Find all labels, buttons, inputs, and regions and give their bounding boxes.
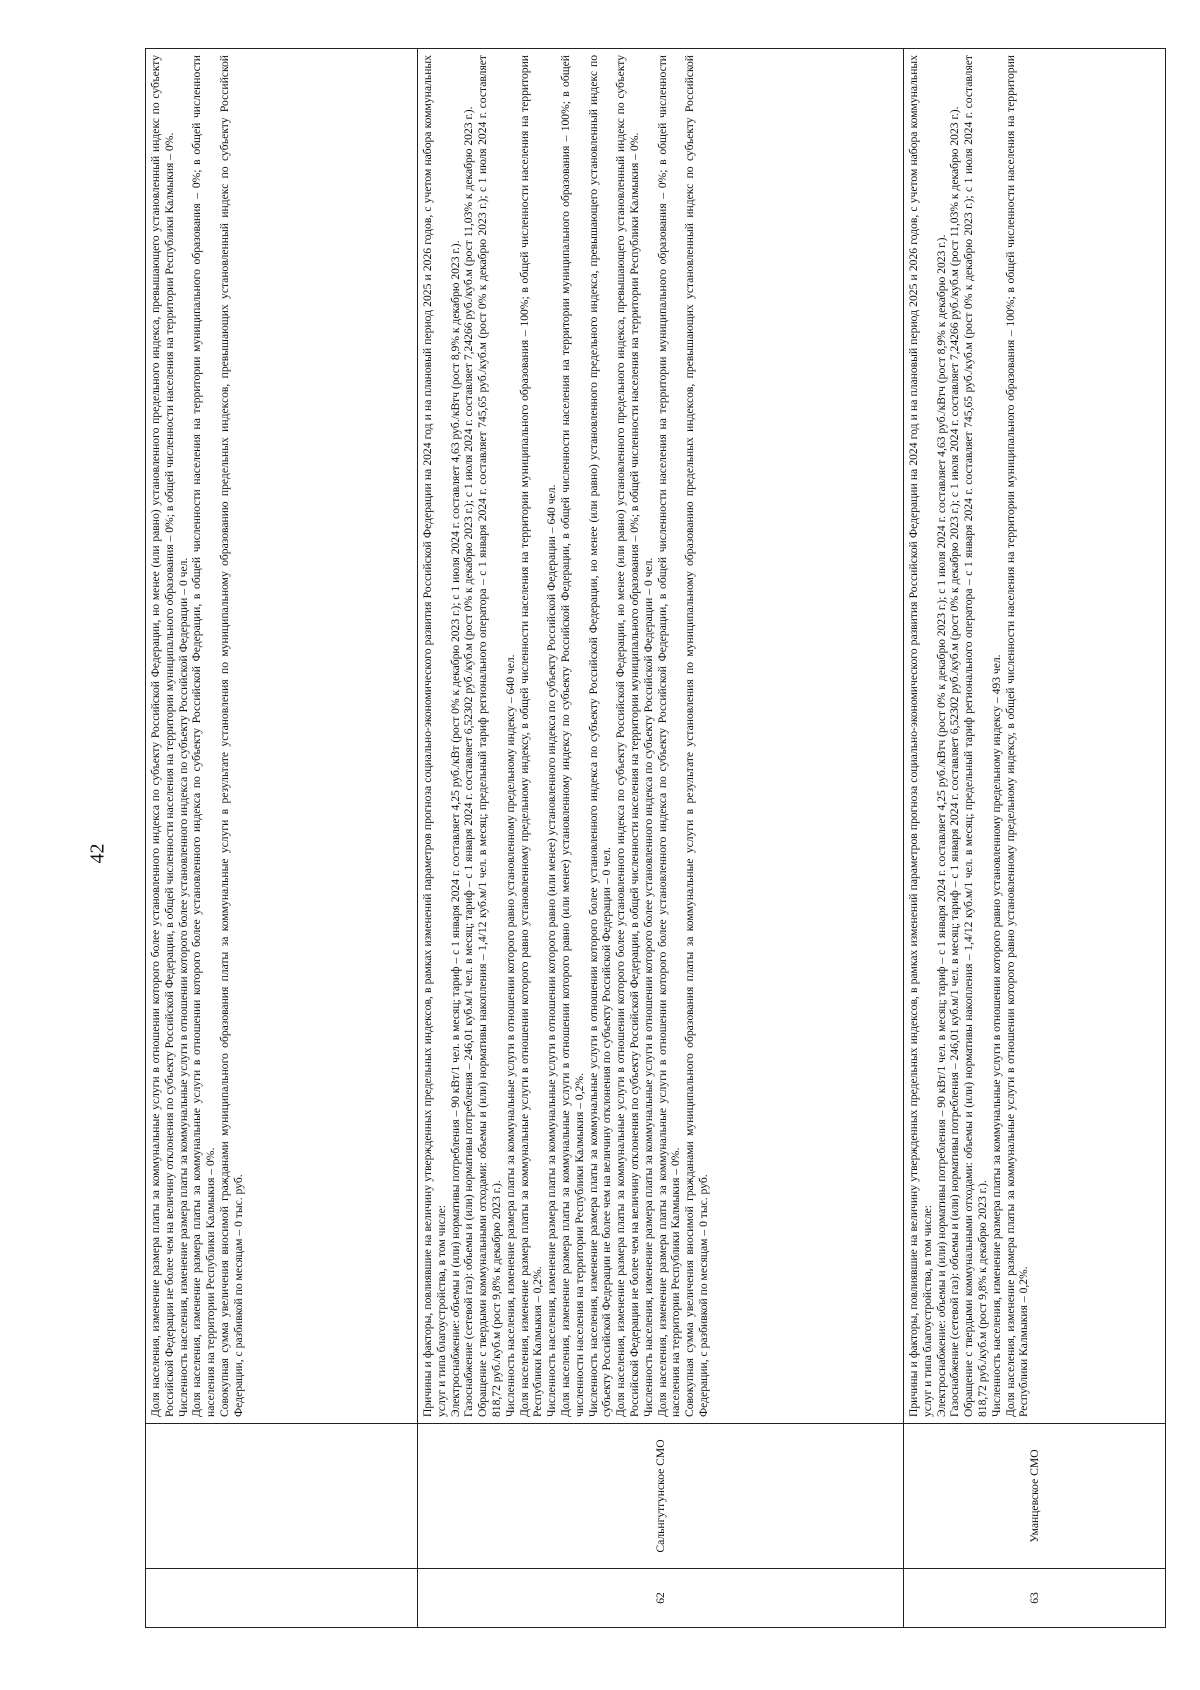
paragraph: Доля населения, изменение размера платы за коммунальные услуги в отношении которого равно (или менее) установленному индексу по субъекту Российской Федерации, в общей численности населения на территории муниципального образования – 100%; в общей численности населения на территории Республики Калмыкия – 0,2%. <box>558 55 586 1417</box>
page-number: 42 <box>86 843 109 864</box>
municipality-name-cell <box>146 1424 418 1569</box>
paragraph: Совокупная сумма увеличения вносимой гражданами муниципального образования платы за коммунальные услуги в результате установления по муниципальному образованию предельных индексов, превышающих установленный индекс по субъекту Российской Федерации, с разбивкой по месяцам – 0 тыс. руб. <box>217 55 245 1417</box>
paragraph: Численность населения, изменение размера платы за коммунальные услуги в отношении которого равно (или менее) установленного индекса по субъекту Российской Федерации – 640 чел. <box>545 484 559 1417</box>
paragraph: Численность населения, изменение размера платы за коммунальные услуги в отношении которого более установленного индекса по субъекту Российской Федерации, но менее (или равно) установленного предельного индекса, превышающего установленный индекс по субъекту Российской Федерации не более чем на величину отклонения по субъекту Российской Федерации – 0 чел. <box>586 55 614 1417</box>
paragraph: Численность населения, изменение размера платы за коммунальные услуги в отношении которого равно установленному предельному индексу – 640 чел. <box>503 654 517 1417</box>
paragraph: Обращение с твердыми коммунальными отходами: объемы и (или) нормативы накопления – 1,4/12 куб.м/1 чел. в месяц; предельный тариф регионального оператора – с 1 января 2024 г. составляет 745,65 руб./куб.м (рост 0% к декабрю 2023 г.); с 1 июля 2024 г. составляет 818,72 руб./куб.м (рост 9,8% к декабрю 2023 г.). <box>476 55 503 1417</box>
paragraph: Газоснабжение (сетевой газ): объемы и (или) нормативы потребления – 246,01 куб.м/1 чел. в месяц; тариф – с 1 января 2024 г. составляет 6,52302 руб./куб.м (рост 0% к декабрю 2023 г.); с 1 июля 2024 г. составляет 7,24266 руб./куб.м (рост 11,03% к декабрю 2023 г.). <box>948 106 962 1417</box>
paragraph: Численность населения, изменение размера платы за коммунальные услуги в отношении которого более установленного индекса по субъекту Российской Федерации – 0 чел. <box>641 557 655 1417</box>
paragraph: Доля населения, изменение размера платы за коммунальные услуги в отношении которого равно установленному предельному индексу, в общей численности населения на территории муниципального образования – 100%; в общей численности населения на территории Республики Калмыкия – 0,2%. <box>517 55 545 1417</box>
description-cell <box>418 49 904 1424</box>
description-cell <box>904 49 1166 1424</box>
paragraph: Обращение с твердыми коммунальными отходами: объемы и (или) нормативы накопления – 1,4/12 куб.м/1 чел. в месяц; предельный тариф регионального оператора – с 1 января 2024 г. составляет 745,65 руб./куб.м (рост 0% к декабрю 2023 г.); с 1 июля 2024 г. составляет 818,72 руб./куб.м (рост 9,8% к декабрю 2023 г.). <box>962 55 989 1417</box>
paragraph: Численность населения, изменение размера платы за коммунальные услуги в отношении которого более установленного индекса по субъекту Российской Федерации – 0 чел. <box>176 557 190 1417</box>
paragraph: Доля населения, изменение размера платы за коммунальные услуги в отношении которого более установленного индекса по субъекту Российской Федерации, но менее (или равно) установленного предельного индекса, превышающего установленный индекс по субъекту Российской Федерации не более чем на величину отклонения по субъекту Российской Федерации, в общей численности населения на территории муниципального образования – 0%; в общей численности населения на территории Республики Калмыкия – 0%. <box>614 55 641 1417</box>
table-row <box>146 49 418 1628</box>
paragraph: Доля населения, изменение размера платы за коммунальные услуги в отношении которого более установленного индекса по субъекту Российской Федерации, в общей численности населения на территории муниципального образования – 0%; в общей численности населения на территории Республики Калмыкия – 0%. <box>655 55 683 1417</box>
row-number-cell: 62 <box>418 1569 904 1628</box>
paragraph: Совокупная сумма увеличения вносимой гражданами муниципального образования платы за коммунальные услуги в результате установления по муниципальному образованию предельных индексов, превышающих установленный индекс по субъекту Российской Федерации, с разбивкой по месяцам – 0 тыс. руб. <box>683 55 710 1417</box>
table-row <box>904 49 1166 1628</box>
description-cell <box>146 49 418 1424</box>
paragraph: Доля населения, изменение размера платы за коммунальные услуги в отношении которого равно установленному предельному индексу, в общей численности населения на территории муниципального образования – 100%; в общей численности населения на территории Республики Калмыкия – 0,2%. <box>1003 55 1031 1417</box>
paragraph: Доля населения, изменение размера платы за коммунальные услуги в отношении которого более установленного индекса по субъекту Российской Федерации, но менее (или равно) установленного предельного индекса, превышающего установленный индекс по субъекту Российской Федерации не более чем на величину отклонения по субъекту Российской Федерации, в общей численности населения на территории муниципального образования – 0%; в общей численности населения на территории Республики Калмыкия – 0%. <box>149 55 176 1417</box>
paragraph: Доля населения, изменение размера платы за коммунальные услуги в отношении которого более установленного индекса по субъекту Российской Федерации, в общей численности населения на территории муниципального образования – 0%; в общей численности населения на территории Республики Калмыкия – 0%. <box>190 55 218 1417</box>
row-number-cell: 63 <box>904 1569 1166 1628</box>
rotated-table-container <box>145 48 1165 1628</box>
municipality-name-cell: Уманцевское СМО <box>904 1424 1166 1569</box>
row-number-cell <box>146 1569 418 1628</box>
municipality-name-cell: Сальнгутгунское СМО <box>418 1424 904 1569</box>
paragraph: Электроснабжение: объемы и (или) нормативы потребления – 90 кВт/1 чел. в месяц; тариф – с 1 января 2024 г. составляет 4,25 руб./кВтч (рост 0% к декабрю 2023 г.); с 1 июля 2024 г. составляет 4,63 руб./кВтч (рост 8,9% к декабрю 2023 г.). <box>934 234 948 1417</box>
paragraph: Причины и факторы, повлиявшие на величину утвержденных предельных индексов, в рамках изменений параметров прогноза социально-экономического развития Российской Федерации на 2024 год и на плановый период 2025 и 2026 годов, с учетом набора коммунальных услуг и типа благоустройства, в том числе: <box>421 55 448 1417</box>
paragraph: Численность населения, изменение размера платы за коммунальные услуги в отношении которого равно установленному предельному индексу – 493 чел. <box>989 654 1003 1417</box>
paragraph: Причины и факторы, повлиявшие на величину утвержденных предельных индексов, в рамках изменений параметров прогноза социально-экономического развития Российской Федерации на 2024 год и на плановый период 2025 и 2026 годов, с учетом набора коммунальных услуг и типа благоустройства, в том числе: <box>907 55 934 1417</box>
paragraph: Газоснабжение (сетевой газ): объемы и (или) нормативы потребления – 246,01 куб.м/1 чел. в месяц; тариф – с 1 января 2024 г. составляет 6,52302 руб./куб.м (рост 0% к декабрю 2023 г.); с 1 июля 2024 г. составляет 7,24266 руб./куб.м (рост 11,03% к декабрю 2023 г.). <box>462 106 476 1417</box>
paragraph: Электроснабжение: объемы и (или) нормативы потребления – 90 кВт/1 чел. в месяц; тариф – с 1 января 2024 г. составляет 4,25 руб./кВт (рост 0% к декабрю 2023 г.); с 1 июля 2024 г. составляет 4,63 руб./кВтч (рост 8,9% к декабрю 2023 г.). <box>448 240 462 1417</box>
table-row <box>418 49 904 1628</box>
tariff-table <box>145 48 1166 1628</box>
